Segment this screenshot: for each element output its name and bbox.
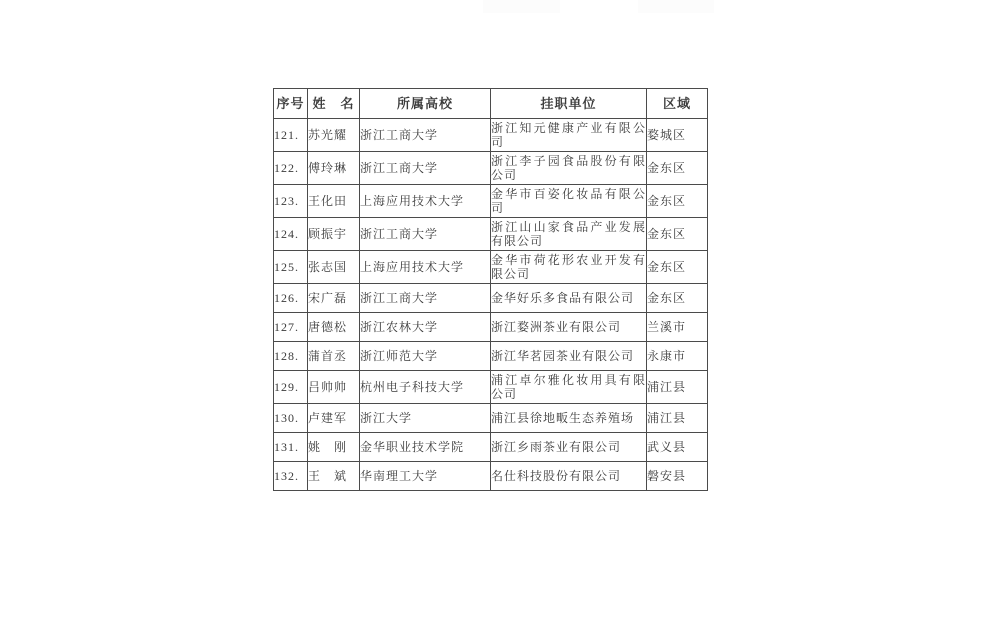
cell-university: 浙江师范大学	[360, 342, 491, 371]
cell-serial: 126.	[274, 284, 308, 313]
cell-name: 蒲首丞	[308, 342, 360, 371]
table-row	[274, 433, 708, 462]
table-body	[274, 119, 708, 491]
cell-region: 兰溪市	[647, 313, 708, 342]
cell-company: 浦江卓尔雅化妆用具有限公司	[491, 371, 647, 404]
cell-name: 宋广磊	[308, 284, 360, 313]
cell-region: 浦江县	[647, 371, 708, 404]
header-row	[274, 89, 708, 119]
cell-name: 苏光耀	[308, 119, 360, 152]
cell-company: 金华市荷花形农业开发有限公司	[491, 251, 647, 284]
header-company: 挂职单位	[491, 89, 647, 119]
cell-serial: 123.	[274, 185, 308, 218]
cell-university: 浙江农林大学	[360, 313, 491, 342]
table-row	[274, 313, 708, 342]
cell-name: 傅玲琳	[308, 152, 360, 185]
cell-university: 浙江工商大学	[360, 218, 491, 251]
table-row	[274, 371, 708, 404]
cell-region: 金东区	[647, 185, 708, 218]
cell-university: 浙江工商大学	[360, 119, 491, 152]
cell-region: 永康市	[647, 342, 708, 371]
table-row	[274, 462, 708, 491]
cell-serial: 122.	[274, 152, 308, 185]
cell-company: 浙江婺洲茶业有限公司	[491, 313, 647, 342]
cell-region: 金东区	[647, 251, 708, 284]
cell-university: 浙江工商大学	[360, 284, 491, 313]
cell-serial: 125.	[274, 251, 308, 284]
header-name: 姓 名	[308, 89, 360, 119]
cell-company: 金华好乐多食品有限公司	[491, 284, 647, 313]
cell-serial: 131.	[274, 433, 308, 462]
cell-serial: 121.	[274, 119, 308, 152]
cell-company: 浙江李子园食品股份有限公司	[491, 152, 647, 185]
table-row	[274, 404, 708, 433]
cell-serial: 129.	[274, 371, 308, 404]
cell-university: 上海应用技术大学	[360, 251, 491, 284]
cell-company: 金华市百姿化妆品有限公司	[491, 185, 647, 218]
table-row	[274, 185, 708, 218]
cell-name: 王化田	[308, 185, 360, 218]
cell-serial: 132.	[274, 462, 308, 491]
top-edge-artifact	[638, 0, 714, 13]
cell-serial: 130.	[274, 404, 308, 433]
cell-region: 金东区	[647, 152, 708, 185]
cell-name: 王 斌	[308, 462, 360, 491]
cell-region: 婺城区	[647, 119, 708, 152]
table-row	[274, 218, 708, 251]
table-row	[274, 284, 708, 313]
cell-region: 浦江县	[647, 404, 708, 433]
cell-serial: 127.	[274, 313, 308, 342]
table-row	[274, 251, 708, 284]
appointment-table	[273, 88, 708, 491]
table-row	[274, 119, 708, 152]
cell-region: 武义县	[647, 433, 708, 462]
cell-name: 张志国	[308, 251, 360, 284]
cell-name: 唐德松	[308, 313, 360, 342]
cell-company: 浦江县徐地畈生态养殖场	[491, 404, 647, 433]
cell-name: 卢建军	[308, 404, 360, 433]
cell-company: 名仕科技股份有限公司	[491, 462, 647, 491]
table-header	[274, 89, 708, 119]
header-serial: 序号	[274, 89, 308, 119]
cell-name: 顾振宇	[308, 218, 360, 251]
cell-university: 杭州电子科技大学	[360, 371, 491, 404]
cell-university: 上海应用技术大学	[360, 185, 491, 218]
cell-serial: 128.	[274, 342, 308, 371]
cell-serial: 124.	[274, 218, 308, 251]
cell-name: 姚 刚	[308, 433, 360, 462]
cell-name: 吕帅帅	[308, 371, 360, 404]
cell-university: 华南理工大学	[360, 462, 491, 491]
table-row	[274, 152, 708, 185]
cell-university: 金华职业技术学院	[360, 433, 491, 462]
table-row	[274, 342, 708, 371]
cell-company: 浙江知元健康产业有限公司	[491, 119, 647, 152]
cell-company: 浙江山山家食品产业发展有限公司	[491, 218, 647, 251]
cell-region: 金东区	[647, 218, 708, 251]
header-university: 所属高校	[360, 89, 491, 119]
cell-university: 浙江工商大学	[360, 152, 491, 185]
cell-university: 浙江大学	[360, 404, 491, 433]
top-edge-artifact	[483, 0, 560, 13]
cell-region: 金东区	[647, 284, 708, 313]
cell-company: 浙江华茗园茶业有限公司	[491, 342, 647, 371]
header-region: 区域	[647, 89, 708, 119]
cell-company: 浙江乡雨茶业有限公司	[491, 433, 647, 462]
cell-region: 磐安县	[647, 462, 708, 491]
